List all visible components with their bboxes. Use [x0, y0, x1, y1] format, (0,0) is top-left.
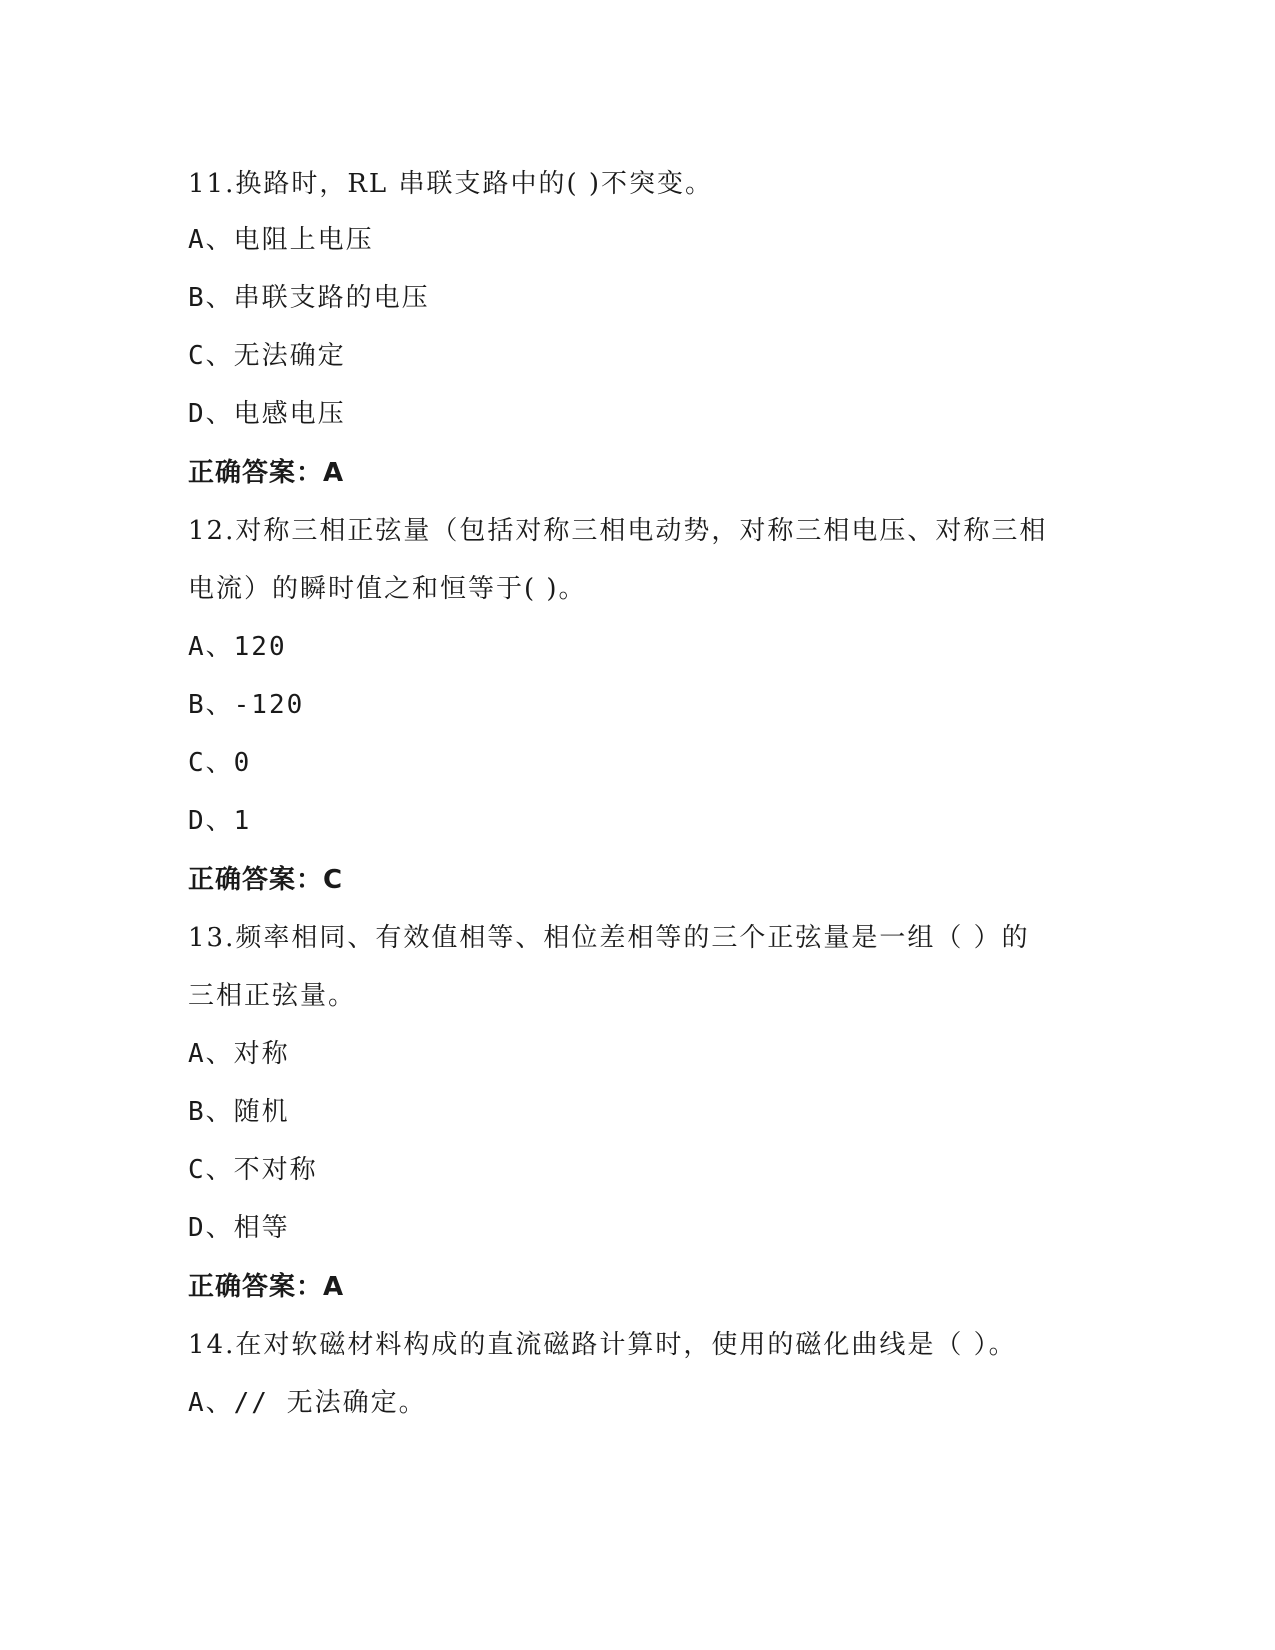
- question-11-option-d: D、电感电压: [188, 399, 346, 429]
- question-14-option-a: A、// 无法确定。: [188, 1388, 427, 1418]
- question-11-option-b: B、串联支路的电压: [188, 283, 430, 313]
- question-11-option-a: A、电阻上电压: [188, 225, 374, 255]
- question-13-option-b: B、随机: [188, 1097, 290, 1127]
- question-11-stem: 11.换路时，RL 串联支路中的( )不突变。: [188, 169, 714, 199]
- question-13-option-d: D、相等: [188, 1213, 290, 1243]
- question-13-option-c: C、不对称: [188, 1155, 318, 1185]
- question-12-answer: 正确答案：C: [188, 865, 344, 895]
- question-12-stem-line-2: 电流）的瞬时值之和恒等于( )。: [188, 574, 587, 604]
- question-12-option-a: A、120: [188, 632, 287, 662]
- question-12-option-b: B、-120: [188, 690, 305, 720]
- question-12-option-c: C、0: [188, 748, 252, 778]
- question-13-stem-line-1: 13.频率相同、有效值相等、相位差相等的三个正弦量是一组（ ）的: [188, 923, 1030, 953]
- question-13-stem-line-2: 三相正弦量。: [188, 981, 357, 1011]
- question-13-option-a: A、对称: [188, 1039, 290, 1069]
- question-11-answer: 正确答案：A: [188, 458, 345, 488]
- question-14-stem: 14.在对软磁材料构成的直流磁路计算时，使用的磁化曲线是（ ）。: [188, 1330, 1017, 1360]
- question-12-option-d: D、1: [188, 806, 252, 836]
- question-12-stem-line-1: 12.对称三相正弦量（包括对称三相电动势，对称三相电压、对称三相: [188, 516, 1048, 546]
- question-11-option-c: C、无法确定: [188, 341, 346, 371]
- question-13-answer: 正确答案：A: [188, 1272, 345, 1302]
